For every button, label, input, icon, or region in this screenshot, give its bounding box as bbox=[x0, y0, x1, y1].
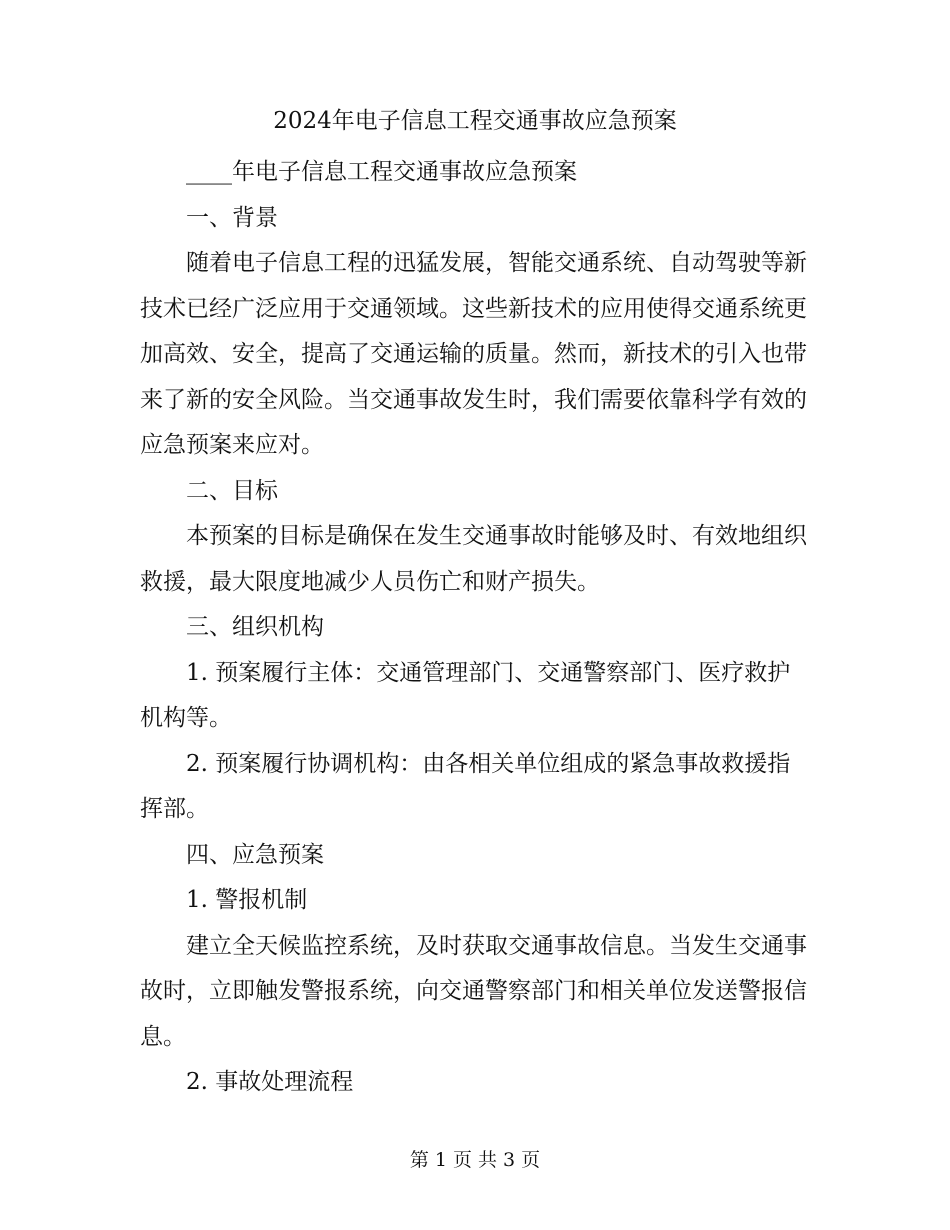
paragraph-org-item-1: 1. 预案履行主体：交通管理部门、交通警察部门、医疗救护机构等。 bbox=[140, 659, 791, 731]
page-footer: 第 1 页 共 3 页 bbox=[409, 1149, 541, 1171]
heading-organization: 三、组织机构 bbox=[186, 614, 324, 640]
paragraph-subtitle: ____年电子信息工程交通事故应急预案 bbox=[186, 159, 577, 185]
document-title: 2024年电子信息工程交通事故应急预案 bbox=[273, 108, 677, 134]
paragraph-org-item-2: 2. 预案履行协调机构：由各相关单位组成的紧急事故救援指挥部。 bbox=[140, 750, 791, 822]
paragraph-alarm-mechanism: 建立全天候监控系统，及时获取交通事故信息。当发生交通事故时，立即触发警报系统，向交通警察部门和相关单位发送警报信息。 bbox=[140, 932, 807, 1050]
heading-emergency-plan: 四、应急预案 bbox=[186, 841, 324, 868]
paragraph-background: 随着电子信息工程的迅猛发展，智能交通系统、自动驾驶等新技术已经广泛应用于交通领域。这些新技术的应用使得交通系统更加高效、安全，提高了交通运输的质量。然而，新技术的引入也带来了新的安全风险。当交通事故发生时，我们需要依靠科学有效的应急预案来应对。 bbox=[140, 250, 807, 458]
heading-goal: 二、目标 bbox=[186, 477, 278, 504]
document-body bbox=[140, 150, 812, 1106]
paragraph-goal: 本预案的目标是确保在发生交通事故时能够及时、有效地组织救援，最大限度地减少人员伤亡和财产损失。 bbox=[140, 523, 807, 595]
heading-background: 一、背景 bbox=[186, 204, 278, 231]
heading-accident-process: 2. 事故处理流程 bbox=[186, 1069, 354, 1095]
heading-alarm-mechanism: 1. 警报机制 bbox=[186, 887, 308, 913]
